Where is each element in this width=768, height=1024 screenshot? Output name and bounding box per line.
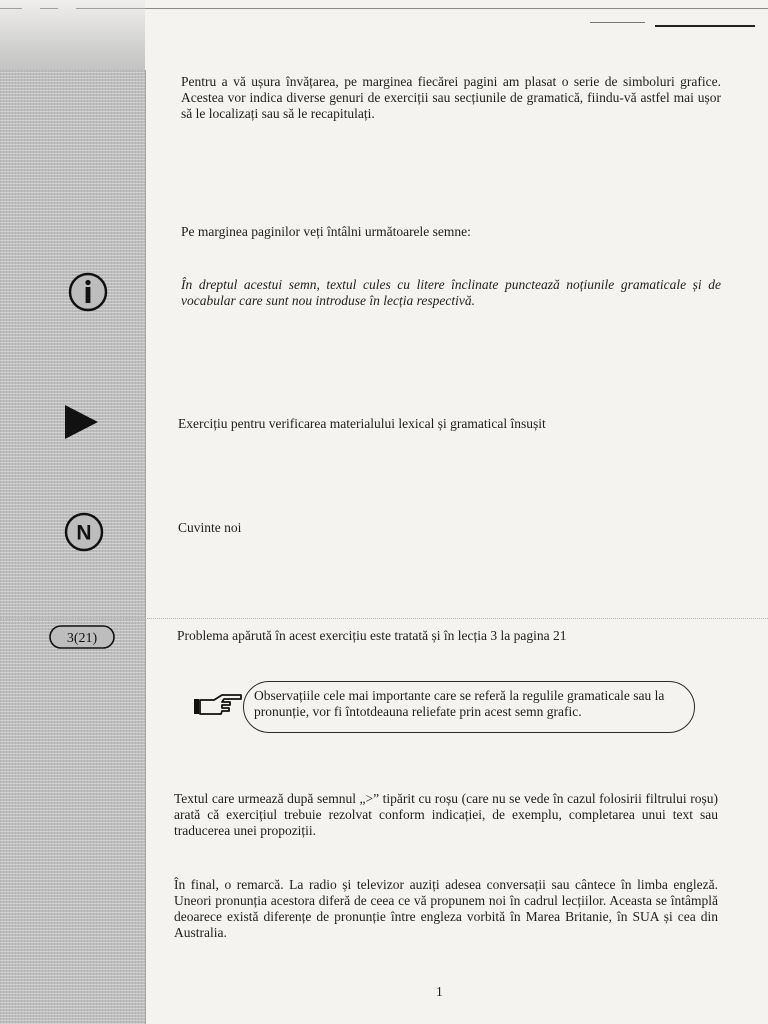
info-icon-description: În dreptul acestui semn, textul cules cu litere înclinate punctează noțiunile gramaticale și de vocabular care sunt nou introduse în lecția respectivă. — [181, 277, 721, 308]
lesson-reference-label: 3(21) — [66, 631, 98, 646]
new-words-description: Cuvinte noi — [178, 520, 242, 535]
margin-signs-intro: Pe marginea paginilor veți întâlni următoarele semne: — [181, 224, 471, 239]
margin-strip-top — [0, 0, 145, 70]
arrow-instruction-paragraph: Textul care urmează după semnul „>” tipărit cu roșu (care nu se vede în cazul folosirii filtrului roșu) arată că exercițiul trebuie rezolvat conform indicației, de exemplu, completarea unui text sau traducerea unei propoziții. — [174, 791, 718, 838]
play-triangle-icon — [62, 404, 102, 440]
new-words-icon-glyph: N — [76, 521, 92, 545]
lesson-reference-description: Problema apărută în acest exercițiu este tratată și în lecția 3 la pagina 21 — [177, 628, 567, 643]
final-remark-paragraph: În final, o remarcă. La radio și televizor auziți adesea conversații sau cântece în limba engleză. Uneori pronunția acestora diferă de ceea ce vă propunem noi în cadrul lecțiilor. Aceasta se întâmplă deoarece există diferențe de pronunție între engleza vorbită în Marea Britanie, în SUA și cea din Australia. — [174, 877, 718, 940]
info-icon — [66, 270, 110, 314]
header-rule-thin — [590, 22, 645, 23]
exercise-icon-description: Exercițiu pentru verificarea materialului lexical și gramatical însușit — [178, 416, 546, 431]
pointing-hand-icon — [192, 690, 244, 718]
section-divider — [0, 618, 768, 619]
header-rule — [655, 25, 755, 27]
important-note-box — [243, 681, 695, 733]
intro-paragraph: Pentru a vă ușura învățarea, pe marginea fiecărei pagini am plasat o serie de simboluri grafice. Acestea vor indica diverse genuri de exerciții sau secțiunile de gramatică, fiindu-vă astfel mai ușor să le localizați sau să le recapitulați. — [181, 74, 721, 121]
new-words-icon — [62, 510, 106, 554]
lesson-reference-badge — [48, 624, 116, 650]
important-note-text: Observațiile cele mai importante care se referă la regulile gramaticale sau la pronunție, vor fi întotdeauna reliefate prin acest semn grafic. — [254, 688, 665, 719]
page-number: 1 — [436, 984, 443, 999]
